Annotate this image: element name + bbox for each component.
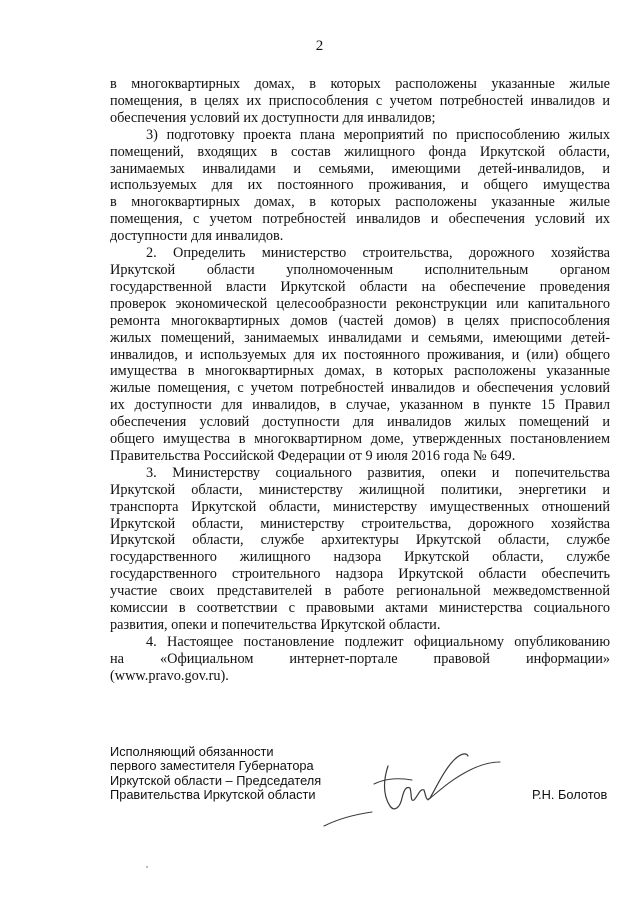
- text-line: на «Официальном интернет-портале правовой информации»: [110, 650, 610, 667]
- text-line: Правительства Российской Федерации от 9 июля 2016 года № 649.: [110, 447, 516, 464]
- text-line: занимаемых инвалидами и семьями, имеющими детей-инвалидов, и: [110, 160, 610, 177]
- text-line: проверок экономической целесообразности реконструкции или капитального: [110, 295, 610, 312]
- text-line: государственной власти Иркутской области на обеспечение проведения: [110, 278, 610, 295]
- signatory-title-line: первого заместителя Губернатора: [110, 758, 314, 774]
- text-line: Иркутской области, службе архитектуры Иркутской области, службе: [110, 532, 610, 549]
- text-line: в многоквартирных домах, в которых расположены указанные жилые: [110, 194, 610, 211]
- text-line: (www.pravo.gov.ru).: [110, 667, 229, 684]
- text-line: обеспечения условий их доступности для инвалидов;: [110, 109, 436, 126]
- text-line: 4. Настоящее постановление подлежит официальному опубликованию: [146, 633, 610, 650]
- text-line: помещения, с учетом потребностей инвалидов и обеспечения условий их: [110, 211, 610, 228]
- text-line: комиссии в соответствии с правовыми актами министерства социального: [110, 600, 610, 617]
- text-line: жилых помещений, занимаемых инвалидами и семьями, имеющими детей-: [110, 329, 610, 346]
- page-number: 2: [315, 38, 324, 54]
- text-line: развития, опеки и попечительства Иркутской области.: [110, 617, 441, 633]
- text-line: Иркутской области, министерству жилищной политики, энергетики и: [110, 481, 610, 498]
- text-line: транспорта Иркутской области, министерству имущественных отношений: [110, 498, 610, 515]
- text-line: доступности для инвалидов.: [110, 228, 284, 245]
- text-line: Иркутской области уполномоченным исполнительным органом: [110, 261, 610, 278]
- signatory-title-line: Правительства Иркутской области: [110, 787, 316, 803]
- scan-speck: [146, 866, 148, 868]
- text-line: инвалидов, и используемых для их постоянного проживания, и (или) общего: [110, 346, 610, 363]
- text-line: 3. Министерству социального развития, опеки и попечительства: [146, 464, 610, 481]
- text-line: государственного жилищного надзора Иркутской области, службе: [110, 549, 610, 566]
- text-line: Иркутской области, министерству строительства, дорожного хозяйства: [110, 515, 610, 532]
- text-line: помещений, входящих в состав жилищного фонда Иркутской области,: [110, 143, 610, 160]
- text-line: жилые помещения, с учетом потребностей инвалидов и обеспечения условий: [110, 380, 610, 397]
- text-line: в многоквартирных домах, в которых расположены указанные жилые: [110, 76, 610, 92]
- text-line: государственного строительного надзора Иркутской области обеспечить: [110, 566, 610, 583]
- text-line: используемых для их постоянного проживания, и общего имущества: [110, 177, 610, 194]
- signer-name: Р.Н. Болотов: [532, 787, 608, 802]
- text-line: 2. Определить министерство строительства, дорожного хозяйства: [146, 245, 610, 262]
- text-line: общего имущества в многоквартирном доме, утвержденных постановлением: [110, 431, 610, 448]
- text-line: обеспечения условий доступности для инвалидов жилых помещений и: [110, 414, 610, 431]
- text-line: участие своих представителей в работе региональной межведомственной: [110, 583, 610, 600]
- text-line: имущества в многоквартирных домах, в которых расположены указанные: [110, 363, 610, 380]
- text-line: 3) подготовку проекта плана мероприятий по приспособлению жилых: [146, 126, 610, 143]
- handwritten-signature: [310, 748, 510, 828]
- document-body: [110, 76, 610, 685]
- signatory-title-line: Иркутской области – Председателя: [110, 772, 322, 788]
- text-line: их доступности для инвалидов, в случае, указанном в пункте 15 Правил: [110, 397, 610, 414]
- text-line: помещения, в целях их приспособления с учетом потребностей инвалидов и: [110, 92, 610, 109]
- signatory-title-line: Исполняющий обязанности: [110, 744, 274, 759]
- text-line: ремонта многоквартирных домов (частей домов) в целях приспособления: [110, 312, 610, 329]
